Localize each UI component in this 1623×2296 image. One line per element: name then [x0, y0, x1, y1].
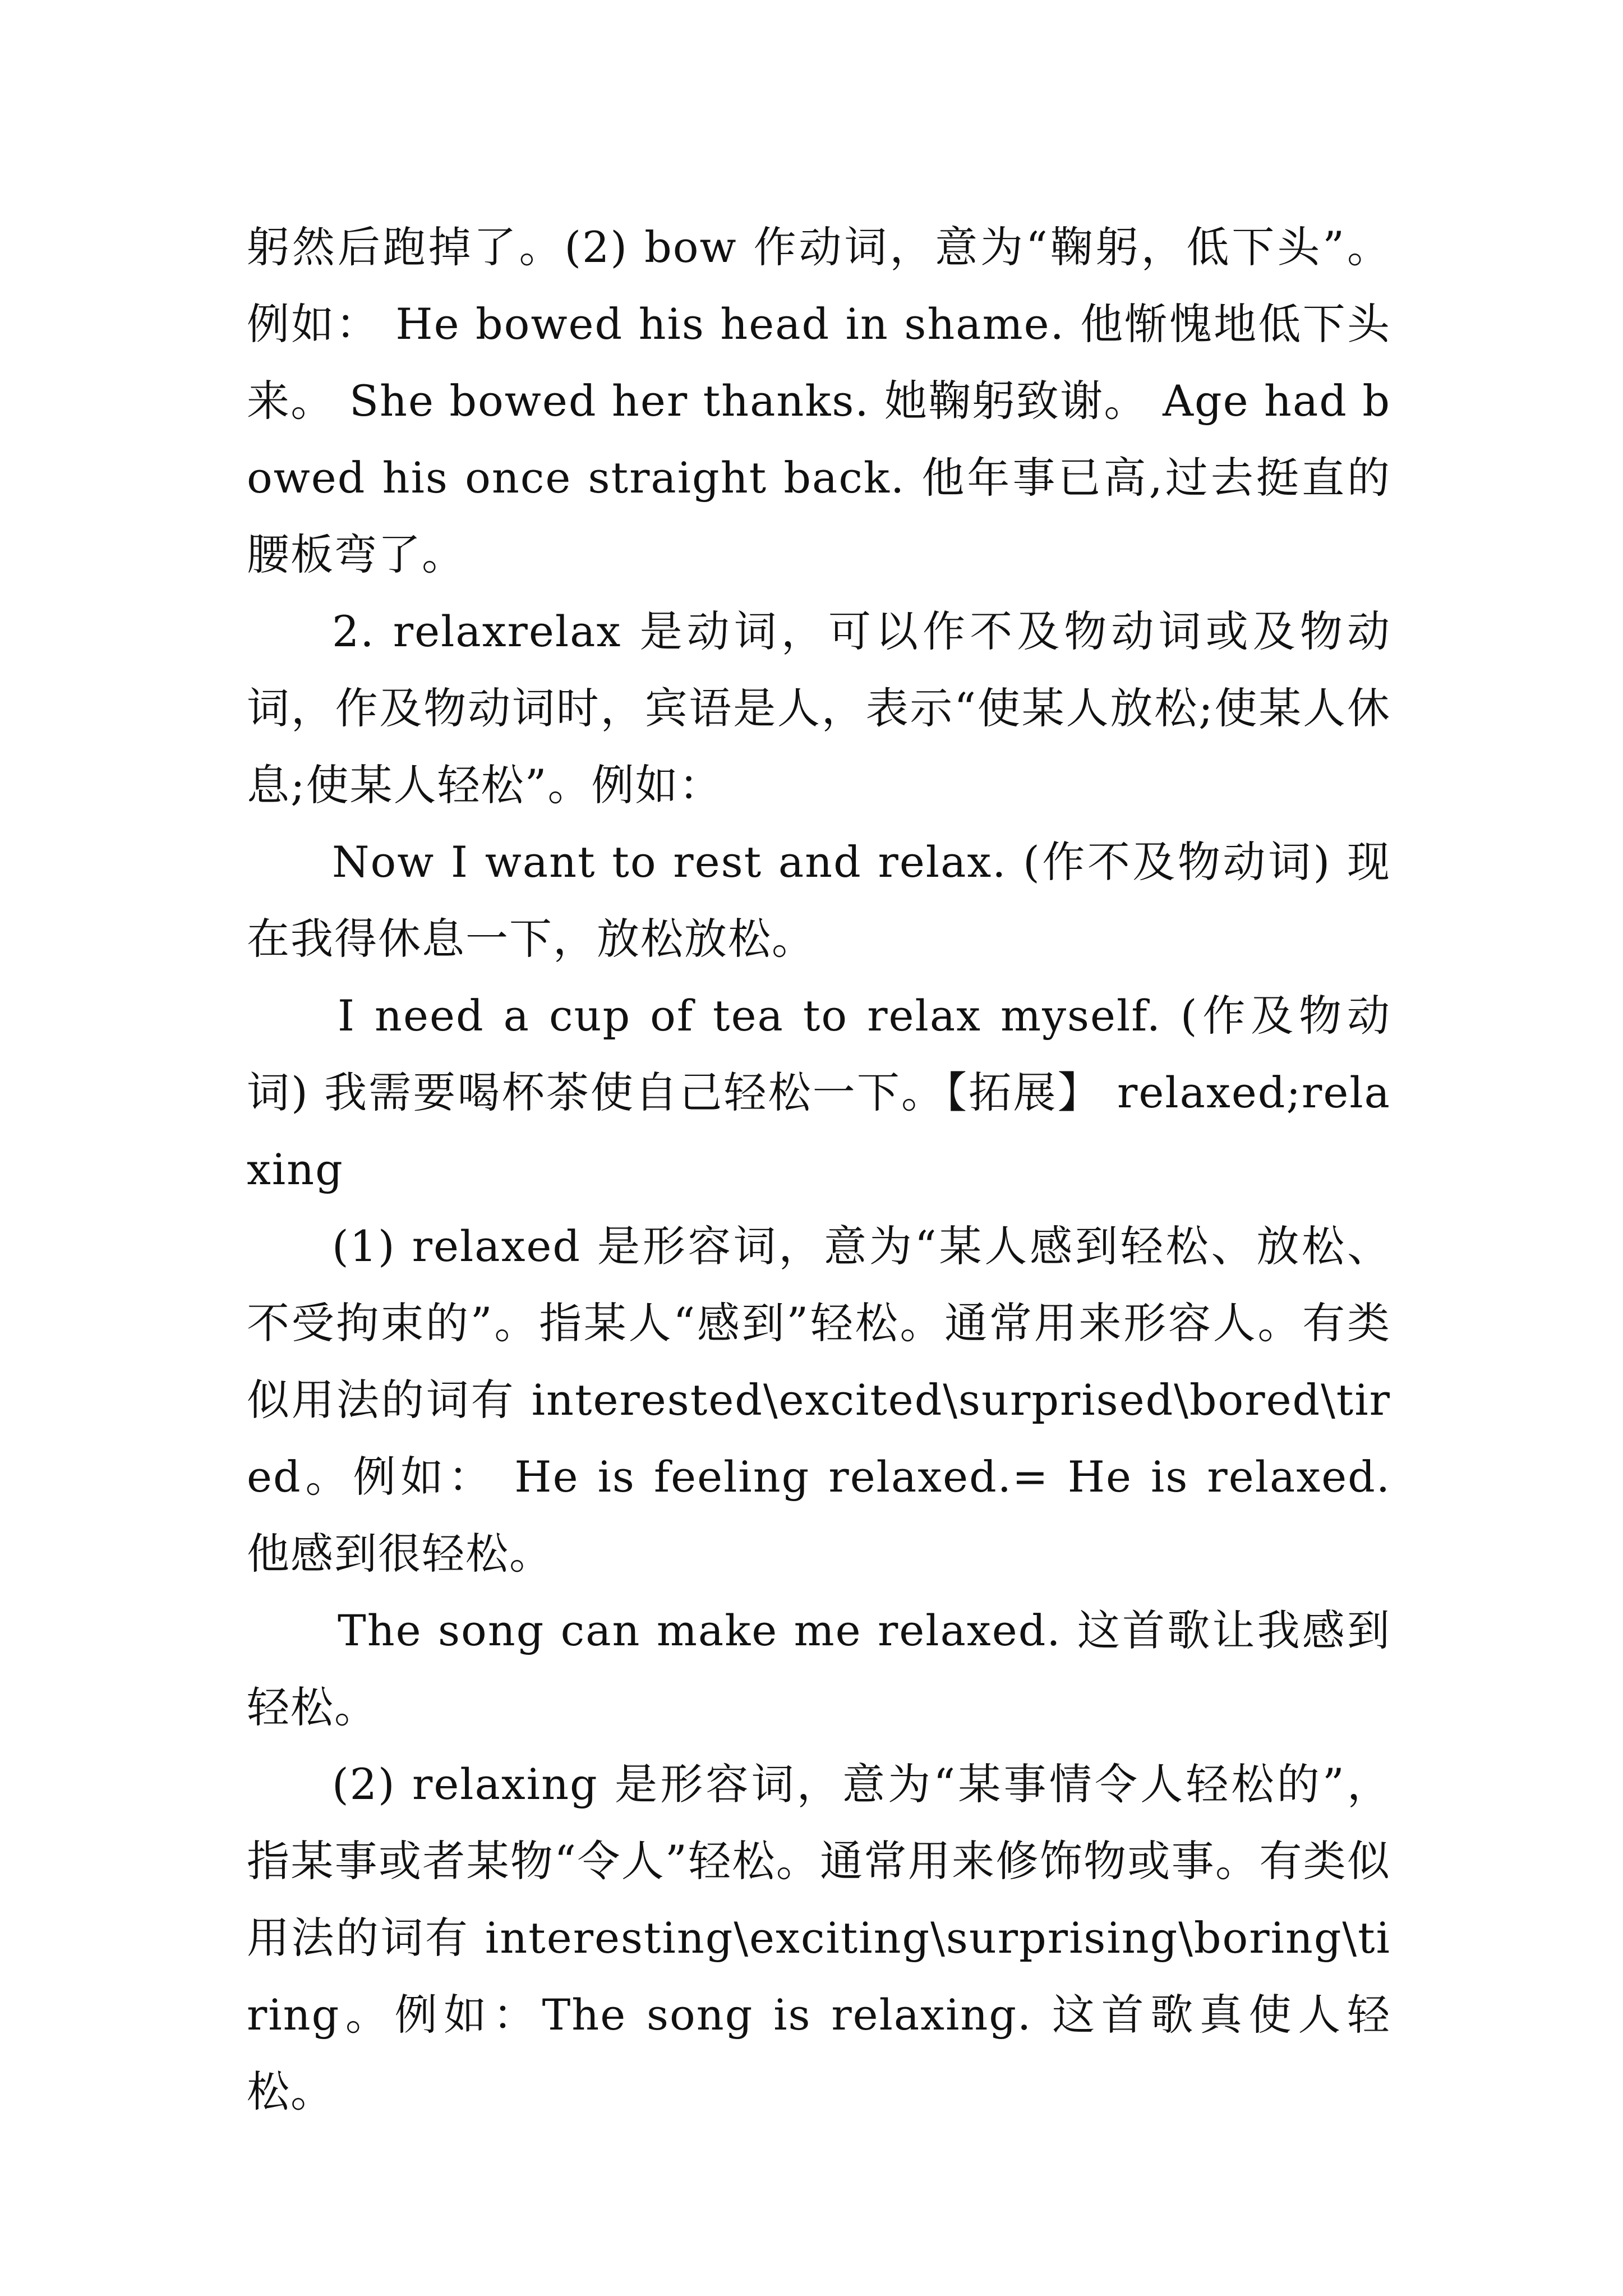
paragraph-bow-verb: 躬然后跑掉了。(2) bow 作动词，意为“鞠躬，低下头”。例如： He bowed his head in shame. 他惭愧地低下头来。 She bowed her thanks. 她鞠躬致谢。 Age had bowed his once straight back. 他年事已高,过去挺直的腰板弯了。	[247, 222, 1391, 579]
paragraph-relax-verb: 2. relaxrelax 是动词，可以作不及物动词或及物动词，作及物动词时，宾语是人，表示“使某人放松;使某人休息;使某人轻松”。例如：	[247, 606, 1391, 810]
paragraph-example-relaxed: The song can make me relaxed. 这首歌让我感到轻松。	[247, 1605, 1391, 1732]
paragraph-example-transitive: I need a cup of tea to relax myself. (作及物动词) 我需要喝杯茶使自己轻松一下。【拓展】 relaxed;relaxing	[247, 991, 1391, 1194]
paragraph-relaxing-adjective: (2) relaxing 是形容词，意为“某事情令人轻松的”，指某事或者某物“令人”轻松。通常用来修饰物或事。有类似用法的词有 interesting\exciting\surprising\boring\tiring。例如：The song is relaxing. 这首歌真使人轻松。	[247, 1759, 1391, 2116]
paragraph-example-intransitive: Now I want to rest and relax. (作不及物动词) 现在我得休息一下，放松放松。	[247, 837, 1391, 964]
document-body	[247, 209, 1391, 2130]
paragraph-relaxed-adjective: (1) relaxed 是形容词，意为“某人感到轻松、放松、不受拘束的”。指某人“感到”轻松。通常用来形容人。有类似用法的词有 interested\excited\surprised\bored\tired。例如： He is feeling relaxed.= He is relaxed. 他感到很轻松。	[247, 1221, 1391, 1579]
